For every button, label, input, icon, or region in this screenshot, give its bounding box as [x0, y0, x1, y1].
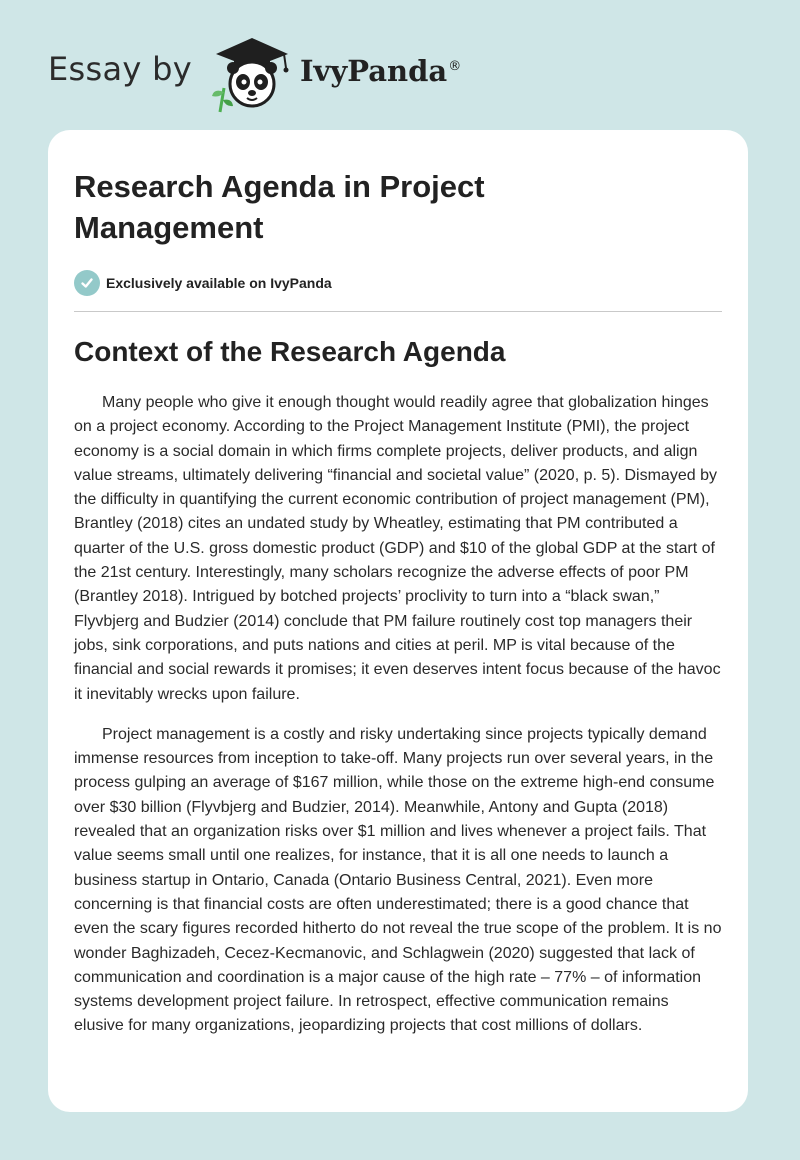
panda-graduate-logo-icon[interactable] [206, 30, 298, 114]
page-title: Research Agenda in Project Management [74, 169, 485, 245]
article-card [48, 130, 748, 1112]
exclusive-badge [74, 269, 722, 297]
section-heading: Context of the Research Agenda [74, 336, 506, 367]
paragraph: Project management is a costly and risky undertaking since projects typically demand immense resources from inception to take-off. Many projects run over several years, in the process gulping an average of $167 million, while those on the extreme high-end consume over $30 billion (Flyvbjerg and Budzier, 2014). Meanwhile, Antony and Gupta (2018) revealed that an organization risks over $1 million and lives whenever a project fails. That value seems small until one realizes, for instance, that it is all one needs to launch a business startup in Ontario, Canada (Ontario Business Central, 2021). Even more concerning is that financial costs are often underestimated; there is a good chance that even the scary figures recorded hitherto do not reveal the true scope of the problem. It is no wonder Baghizadeh, Cecez-Kecmanovic, and Schlagwein (2020) suggested that lack of communication and coordination is a major cause of the high rate – 77% – of information systems development project failure. In retrospect, effective communication remains elusive for many organizations, jeopardizing projects that cost millions of dollars. [74, 725, 722, 1035]
site-header [48, 30, 461, 114]
registered-mark: ® [448, 59, 462, 75]
paragraph: Many people who give it enough thought would readily agree that globalization hinges on a project economy. According to the Project Management Institute (PMI), the project economy is a social domain in which firms complete projects, deliver products, and align value streams, ultimately delivering “financial and societal value” (2020, p. 5). Dismayed by the difficulty in quantifying the current economic contribution of project management (PM), Brantley (2018) cites an undated study by Wheatley, estimating that PM contributed a quarter of the U.S. gross domestic product (GDP) and $10 of the global GDP at the start of the 21st century. Interestingly, many scholars recognize the adverse effects of poor PM (Brantley 2018). Intrigued by botched projects’ proclivity to turn into a “black swan,” Flyvbjerg and Budzier (2014) conclude that PM failure routinely cost top managers their jobs, sink corporations, and puts nations and cities at peril. MP is vital because of the financial and social rewards it promises; it even deserves intent focus because of the havoc it inevitably wrecks upon failure. [74, 394, 721, 703]
brand-prefix: Essay by [48, 50, 192, 88]
brand-name[interactable]: IvyPanda® [299, 54, 462, 88]
check-circle-icon [74, 270, 100, 296]
divider [74, 311, 722, 312]
badge-text: Exclusively available on IvyPanda [106, 275, 332, 291]
